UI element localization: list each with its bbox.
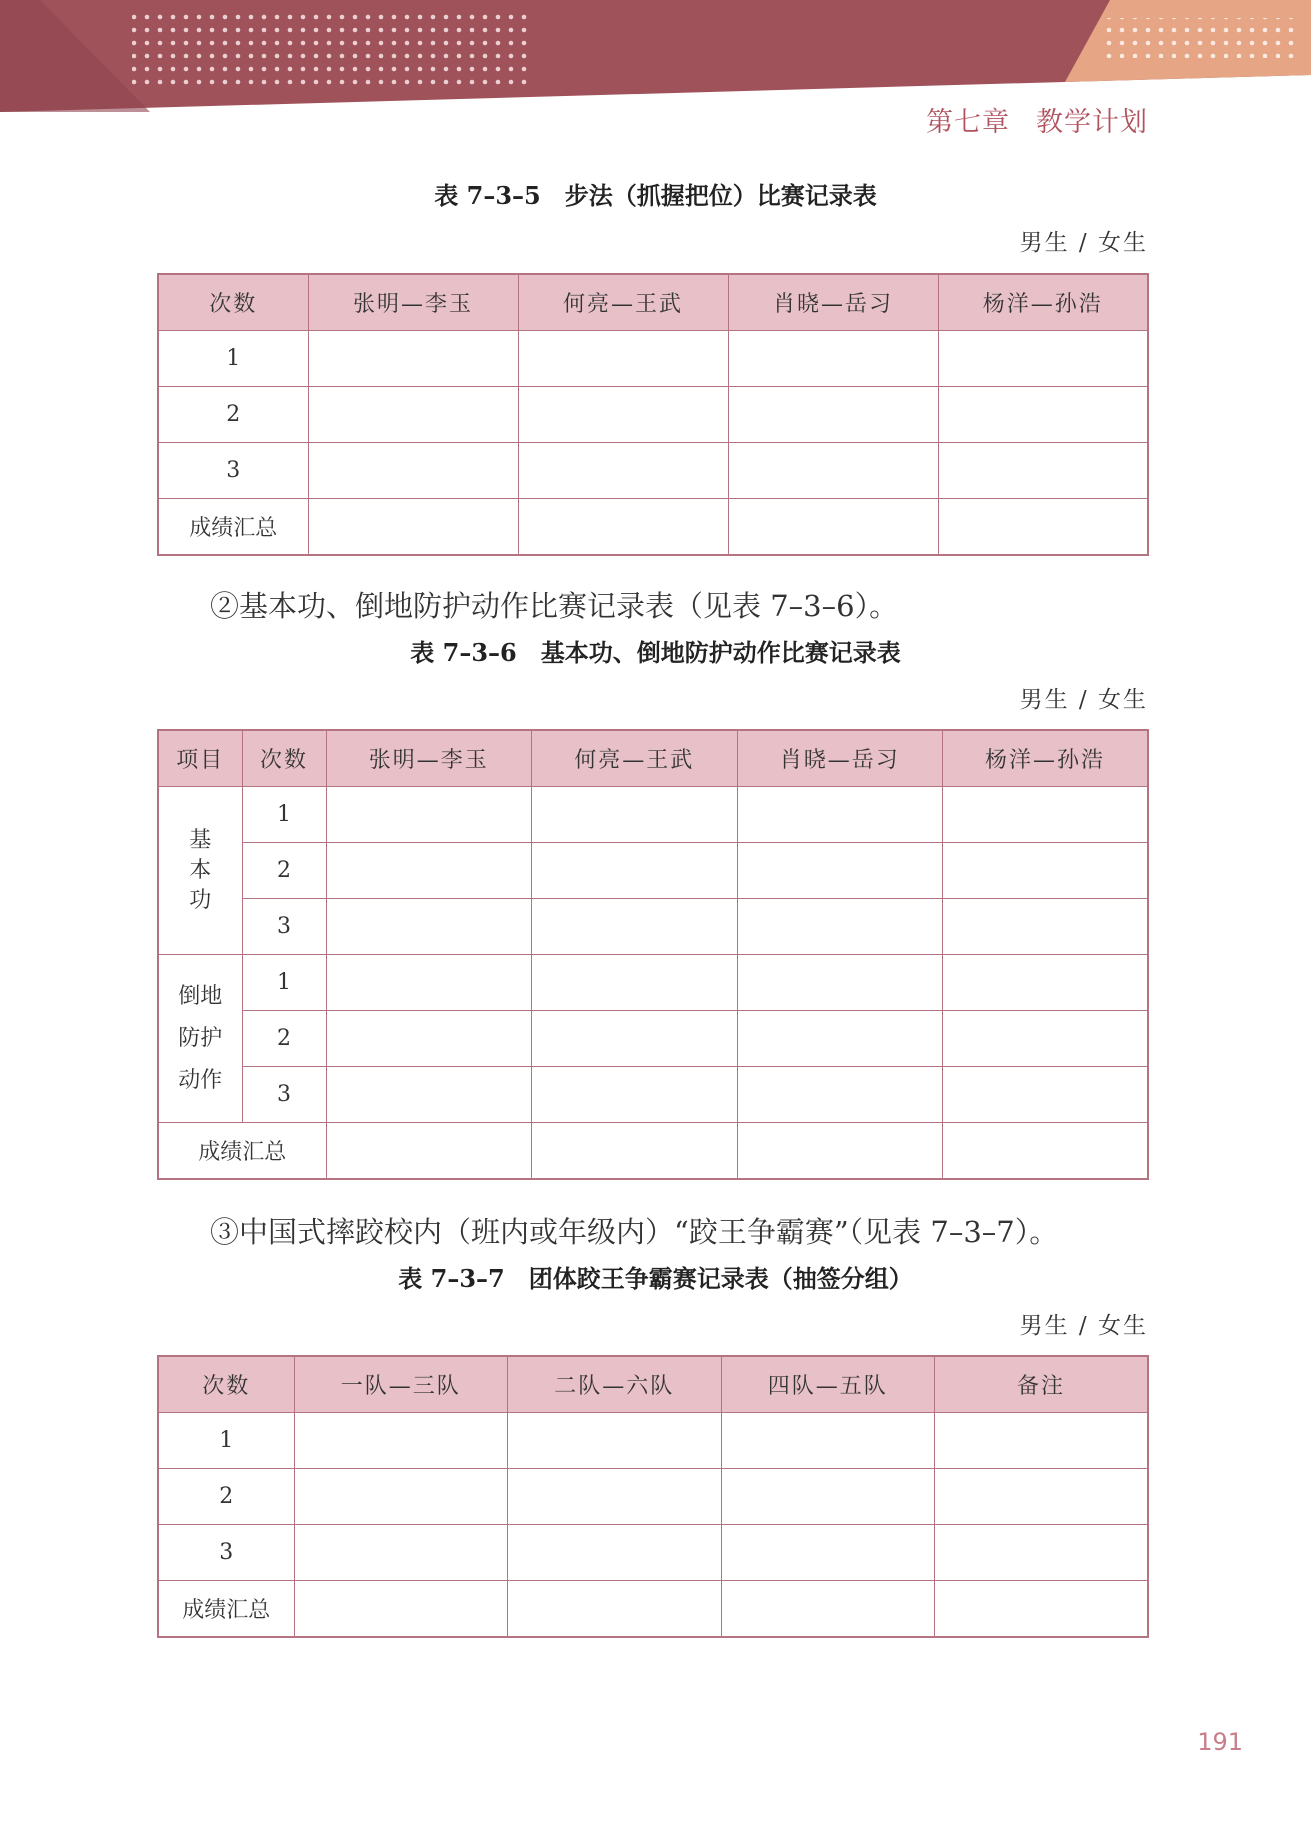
table3-gender: 男生 / 女生 bbox=[1019, 1313, 1148, 1339]
table-row bbox=[158, 1123, 1148, 1180]
row-label: 3 bbox=[158, 443, 308, 499]
table3 bbox=[157, 1355, 1149, 1638]
empty-cell bbox=[508, 1525, 722, 1581]
empty-cell bbox=[294, 1525, 508, 1581]
table-row bbox=[158, 1067, 1148, 1123]
table2-header: 次数 bbox=[242, 730, 326, 787]
empty-cell bbox=[938, 387, 1148, 443]
empty-cell bbox=[935, 1581, 1149, 1638]
table1-header: 张明—李玉 bbox=[308, 274, 518, 331]
table-row bbox=[158, 387, 1148, 443]
empty-cell bbox=[518, 387, 728, 443]
empty-cell bbox=[737, 1011, 943, 1067]
group-label-line: 基 bbox=[189, 827, 212, 853]
empty-cell bbox=[938, 499, 1148, 556]
empty-cell bbox=[532, 955, 738, 1011]
group-label-line: 防护 bbox=[178, 1025, 223, 1051]
empty-cell bbox=[518, 499, 728, 556]
empty-cell bbox=[737, 955, 943, 1011]
table2-caption: 表 7–3–6 基本功、倒地防护动作比赛记录表 bbox=[410, 638, 901, 667]
empty-cell bbox=[532, 787, 738, 843]
table-row bbox=[158, 499, 1148, 556]
table2-gender: 男生 / 女生 bbox=[1019, 687, 1148, 713]
page-number: 191 bbox=[1197, 1728, 1243, 1756]
empty-cell bbox=[728, 331, 938, 387]
empty-cell bbox=[728, 499, 938, 556]
table2-header: 何亮—王武 bbox=[532, 730, 738, 787]
empty-cell bbox=[308, 443, 518, 499]
empty-cell bbox=[326, 1011, 532, 1067]
table2-header: 张明—李玉 bbox=[326, 730, 532, 787]
empty-cell bbox=[508, 1581, 722, 1638]
table3-header-row bbox=[158, 1356, 1148, 1413]
table-row bbox=[158, 1469, 1148, 1525]
table2-header: 杨洋—孙浩 bbox=[943, 730, 1149, 787]
table1-header: 杨洋—孙浩 bbox=[938, 274, 1148, 331]
empty-cell bbox=[518, 331, 728, 387]
empty-cell bbox=[326, 1123, 532, 1180]
row-label: 3 bbox=[158, 1525, 294, 1581]
empty-cell bbox=[737, 1067, 943, 1123]
group-label-line: 本 bbox=[189, 857, 212, 883]
empty-cell bbox=[938, 331, 1148, 387]
empty-cell bbox=[532, 899, 738, 955]
row-label: 2 bbox=[158, 387, 308, 443]
empty-cell bbox=[508, 1469, 722, 1525]
chapter-header bbox=[926, 100, 1148, 139]
paragraph-2: ②基本功、倒地防护动作比赛记录表（见表 7–3–6）。 bbox=[210, 589, 899, 623]
row-number: 1 bbox=[242, 955, 326, 1011]
table-row bbox=[158, 1413, 1148, 1469]
row-number: 3 bbox=[242, 1067, 326, 1123]
chapter-number: 第七章 bbox=[926, 107, 1010, 138]
table-row bbox=[158, 443, 1148, 499]
empty-cell bbox=[943, 955, 1149, 1011]
table1-header: 次数 bbox=[158, 274, 308, 331]
row-label: 成绩汇总 bbox=[158, 499, 308, 556]
empty-cell bbox=[935, 1525, 1149, 1581]
table3-header: 四队—五队 bbox=[721, 1356, 935, 1413]
empty-cell bbox=[737, 1123, 943, 1180]
empty-cell bbox=[938, 443, 1148, 499]
empty-cell bbox=[508, 1413, 722, 1469]
empty-cell bbox=[737, 787, 943, 843]
paragraph-3: ③中国式摔跤校内（班内或年级内）“跤王争霸赛”（见表 7–3–7）。 bbox=[210, 1215, 1059, 1249]
empty-cell bbox=[326, 899, 532, 955]
table-row bbox=[158, 899, 1148, 955]
table2-header: 项目 bbox=[158, 730, 242, 787]
group-label-line: 动作 bbox=[178, 1067, 223, 1093]
empty-cell bbox=[532, 1123, 738, 1180]
table3-header: 二队—六队 bbox=[508, 1356, 722, 1413]
empty-cell bbox=[518, 443, 728, 499]
chapter-title: 教学计划 bbox=[1036, 107, 1148, 138]
empty-cell bbox=[935, 1413, 1149, 1469]
empty-cell bbox=[326, 1067, 532, 1123]
table-row bbox=[158, 1011, 1148, 1067]
row-number: 1 bbox=[242, 787, 326, 843]
row-label: 成绩汇总 bbox=[158, 1123, 326, 1180]
empty-cell bbox=[943, 843, 1149, 899]
empty-cell bbox=[721, 1413, 935, 1469]
empty-cell bbox=[728, 387, 938, 443]
table-row bbox=[158, 787, 1148, 843]
empty-cell bbox=[943, 899, 1149, 955]
table3-header: 一队—三队 bbox=[294, 1356, 508, 1413]
empty-cell bbox=[532, 1011, 738, 1067]
table-row bbox=[158, 1581, 1148, 1638]
empty-cell bbox=[294, 1469, 508, 1525]
table3-header: 次数 bbox=[158, 1356, 294, 1413]
table-row bbox=[158, 843, 1148, 899]
table1-header: 肖晓—岳习 bbox=[728, 274, 938, 331]
empty-cell bbox=[532, 843, 738, 899]
empty-cell bbox=[721, 1581, 935, 1638]
table-row bbox=[158, 1525, 1148, 1581]
group-label-basic bbox=[158, 787, 242, 955]
group-label-fall-protection bbox=[158, 955, 242, 1123]
empty-cell bbox=[308, 499, 518, 556]
table1 bbox=[157, 273, 1149, 556]
empty-cell bbox=[943, 1067, 1149, 1123]
empty-cell bbox=[943, 787, 1149, 843]
row-number: 2 bbox=[242, 843, 326, 899]
table-row bbox=[158, 955, 1148, 1011]
empty-cell bbox=[935, 1469, 1149, 1525]
empty-cell bbox=[326, 843, 532, 899]
empty-cell bbox=[737, 899, 943, 955]
empty-cell bbox=[721, 1525, 935, 1581]
table2-header: 肖晓—岳习 bbox=[737, 730, 943, 787]
empty-cell bbox=[308, 387, 518, 443]
table1-caption: 表 7–3–5 步法（抓握把位）比赛记录表 bbox=[434, 181, 877, 210]
empty-cell bbox=[721, 1469, 935, 1525]
empty-cell bbox=[326, 955, 532, 1011]
header-banner bbox=[0, 0, 1311, 115]
empty-cell bbox=[308, 331, 518, 387]
table1-header: 何亮—王武 bbox=[518, 274, 728, 331]
row-label: 1 bbox=[158, 1413, 294, 1469]
row-number: 2 bbox=[242, 1011, 326, 1067]
empty-cell bbox=[943, 1011, 1149, 1067]
table2-header-row bbox=[158, 730, 1148, 787]
table3-caption: 表 7–3–7 团体跤王争霸赛记录表（抽签分组） bbox=[398, 1264, 913, 1293]
table2 bbox=[157, 729, 1149, 1180]
empty-cell bbox=[294, 1413, 508, 1469]
empty-cell bbox=[737, 843, 943, 899]
empty-cell bbox=[728, 443, 938, 499]
row-number: 3 bbox=[242, 899, 326, 955]
empty-cell bbox=[532, 1067, 738, 1123]
table1-gender: 男生 / 女生 bbox=[1019, 230, 1148, 256]
table-row bbox=[158, 331, 1148, 387]
row-label: 2 bbox=[158, 1469, 294, 1525]
row-label: 1 bbox=[158, 331, 308, 387]
row-label: 成绩汇总 bbox=[158, 1581, 294, 1638]
group-label-line: 倒地 bbox=[178, 983, 223, 1009]
table3-header: 备注 bbox=[935, 1356, 1149, 1413]
empty-cell bbox=[294, 1581, 508, 1638]
table1-header-row bbox=[158, 274, 1148, 331]
empty-cell bbox=[326, 787, 532, 843]
group-label-line: 功 bbox=[189, 887, 212, 913]
empty-cell bbox=[943, 1123, 1149, 1180]
